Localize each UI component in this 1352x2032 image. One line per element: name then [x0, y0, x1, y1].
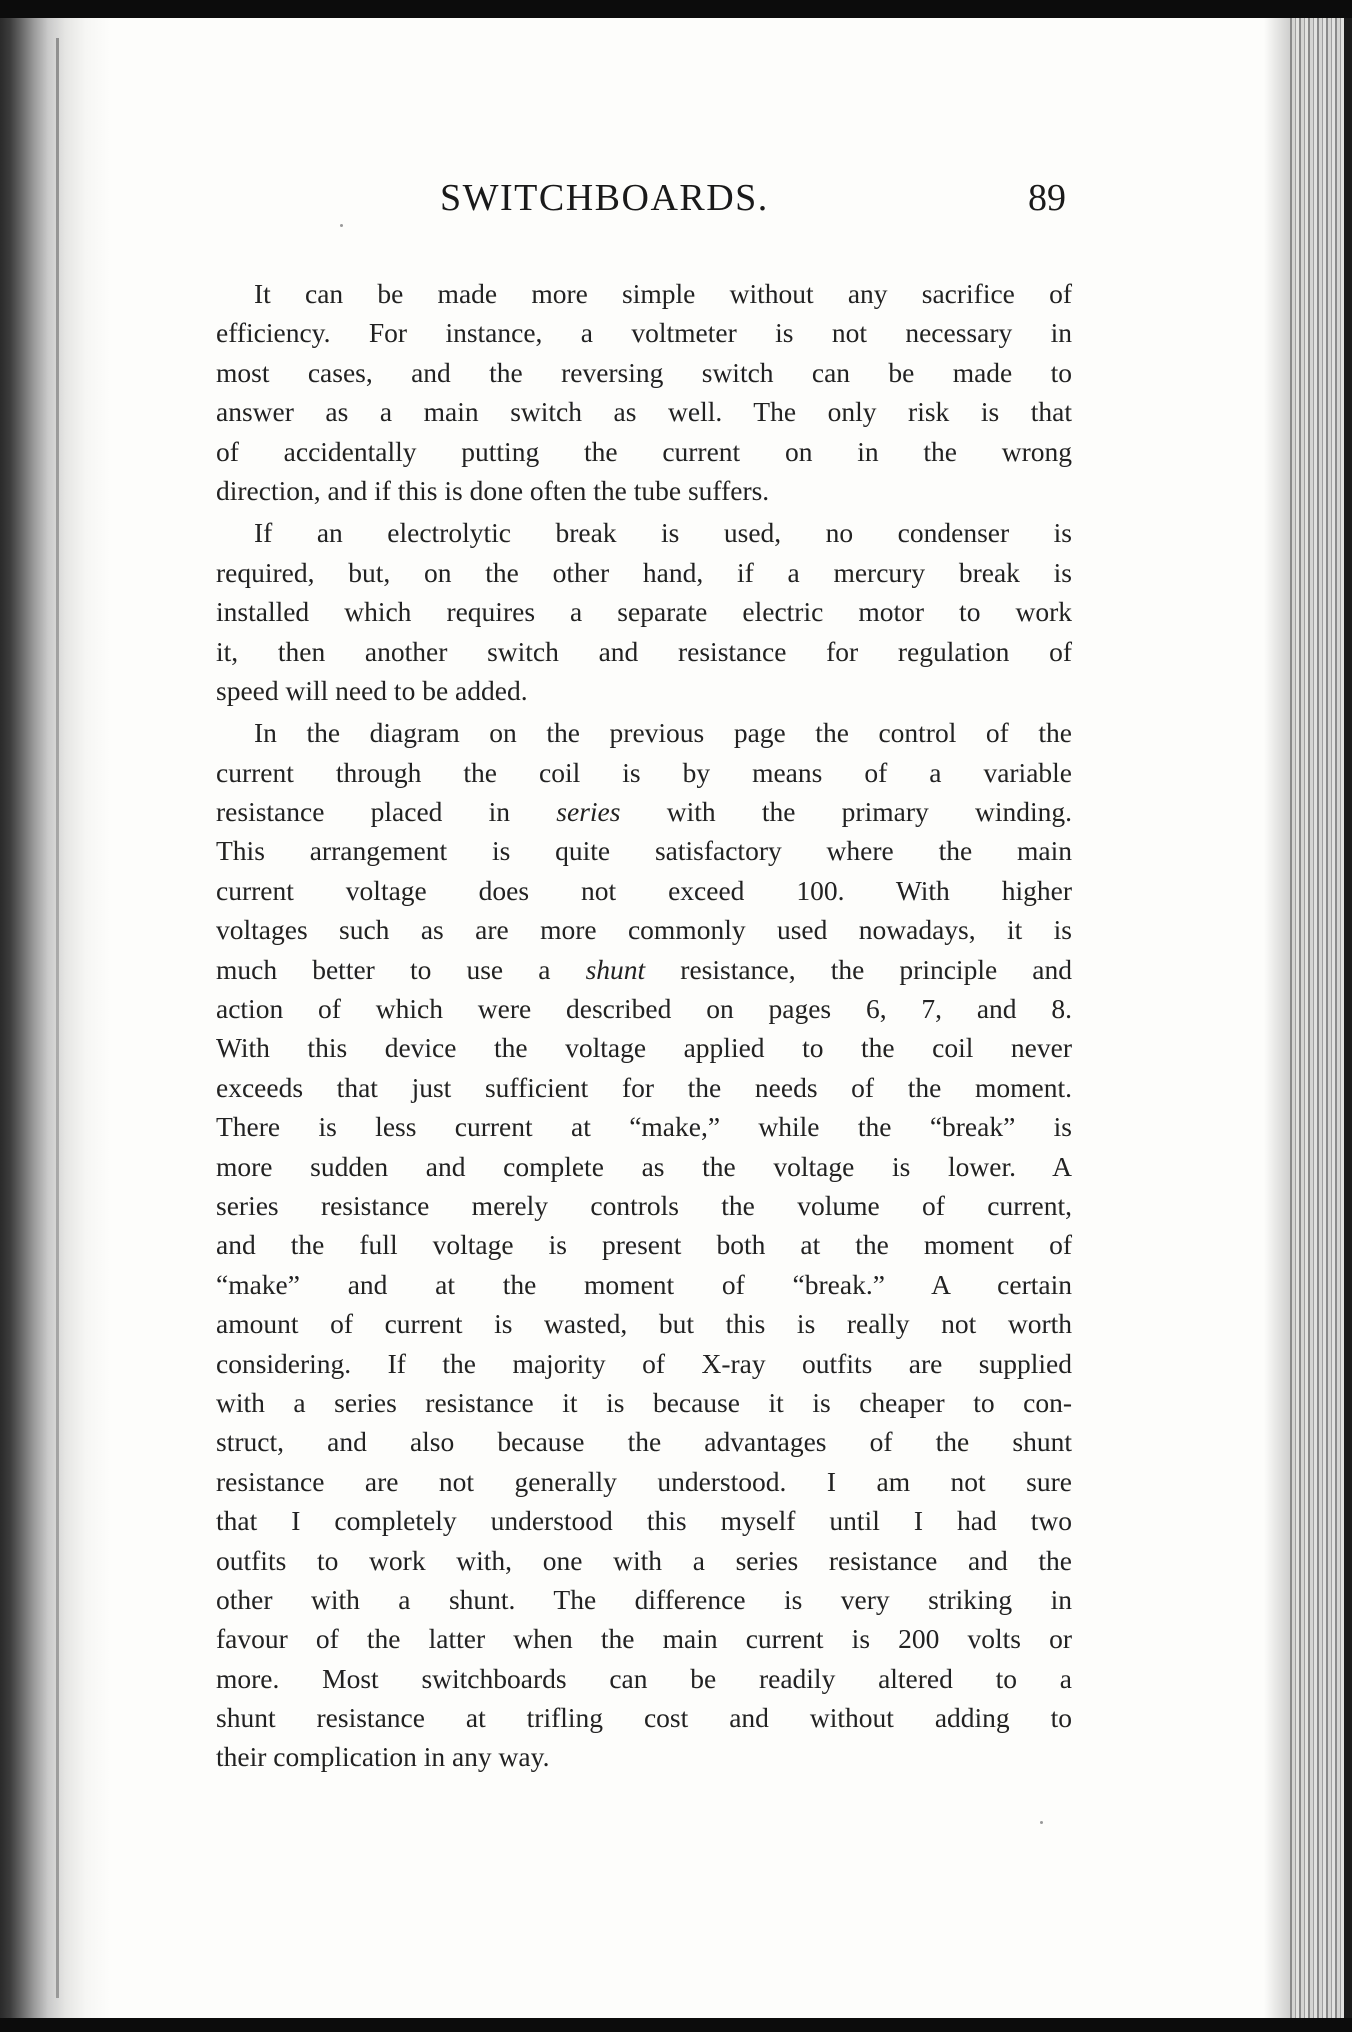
text-line: most cases, and the reversing switch can be made to: [216, 356, 1072, 388]
text-line: required, but, on the other hand, if a mercury break is: [216, 556, 1072, 588]
text-line: With this device the voltage applied to the coil never: [216, 1032, 1072, 1064]
text-line: favour of the latter when the main current is 200 volts or: [216, 1623, 1072, 1655]
text-line: [216, 950, 1072, 989]
text-line: There is less current at “make,” while the “break” is: [216, 1111, 1072, 1143]
text-line: current through the coil is by means of a variable: [216, 756, 1072, 788]
text-line: shunt resistance at trifling cost and without adding to: [216, 1702, 1072, 1734]
text-line: installed which requires a separate electric motor to work: [216, 596, 1072, 628]
binding-crease: [56, 38, 59, 1998]
text-line: it, then another switch and resistance for regulation of: [216, 635, 1072, 667]
text-line: more sudden and complete as the voltage is lower. A: [216, 1150, 1072, 1182]
text-line: outfits to work with, one with a series resistance and the: [216, 1544, 1072, 1576]
text-line: and the full voltage is present both at the moment of: [216, 1229, 1072, 1261]
text-run: resistance placed in: [216, 796, 557, 828]
text-line: “make” and at the moment of “break.” A certain: [216, 1268, 1072, 1300]
page-edge-shadow: [1264, 18, 1290, 2018]
text-run: with the primary winding.: [620, 796, 1072, 828]
text-line: that I completely understood this myself until I had two: [216, 1505, 1072, 1537]
scan-speck: [1040, 1821, 1043, 1824]
text-line: exceeds that just sufficient for the needs of the moment.: [216, 1071, 1072, 1103]
page-sheet: [0, 18, 1352, 2018]
text-line: of accidentally putting the current on in the wrong: [216, 435, 1072, 467]
text-line: efficiency. For instance, a voltmeter is not necessary in: [216, 317, 1072, 349]
text-line: with a series resistance it is because it is cheaper to con-: [216, 1386, 1072, 1418]
page-edge-stack: [1290, 18, 1352, 2018]
text-line: amount of current is wasted, but this is really not worth: [216, 1308, 1072, 1340]
binding-gutter-shadow: [0, 18, 110, 2018]
text-line: considering. If the majority of X-ray outfits are supplied: [216, 1347, 1072, 1379]
italic-term: series: [556, 796, 621, 828]
page-edge-border: [1344, 18, 1352, 2018]
running-title: SWITCHBOARDS.: [440, 177, 769, 219]
text-line: their complication in any way.: [216, 1741, 550, 1773]
text-line: voltages such as are more commonly used nowadays, it is: [216, 914, 1072, 946]
text-line: If an electrolytic break is used, no condenser is: [254, 517, 1072, 549]
text-line: struct, and also because the advantages of the shunt: [216, 1426, 1072, 1458]
paragraph: [216, 713, 1072, 1777]
text-run: much better to use a: [216, 953, 586, 985]
italic-term: shunt: [585, 953, 646, 985]
text-line: answer as a main switch as well. The only risk is that: [216, 396, 1072, 428]
text-line: more. Most switchboards can be readily altered to a: [216, 1662, 1072, 1694]
text-line: This arrangement is quite satisfactory where the main: [216, 835, 1072, 867]
text-line: speed will need to be added.: [216, 674, 528, 706]
body-text: [216, 274, 1072, 1780]
text-line: In the diagram on the previous page the control of the: [254, 717, 1072, 749]
paragraph: [216, 513, 1072, 710]
running-header: [440, 176, 1066, 226]
text-run: resistance, the principle and: [645, 953, 1072, 985]
text-line: action of which were described on pages 6, 7, and 8.: [216, 993, 1072, 1025]
paragraph: [216, 274, 1072, 510]
scan-speck: [340, 224, 343, 227]
text-line: resistance are not generally understood. I am not sure: [216, 1465, 1072, 1497]
text-line: other with a shunt. The difference is very striking in: [216, 1583, 1072, 1615]
page-number: 89: [1028, 177, 1066, 219]
text-line: direction, and if this is done often the tube suffers.: [216, 474, 770, 506]
text-line: It can be made more simple without any sacrifice of: [254, 278, 1072, 309]
text-line: series resistance merely controls the volume of current,: [216, 1189, 1072, 1221]
text-line: current voltage does not exceed 100. With higher: [216, 874, 1072, 906]
text-line: [216, 792, 1072, 831]
